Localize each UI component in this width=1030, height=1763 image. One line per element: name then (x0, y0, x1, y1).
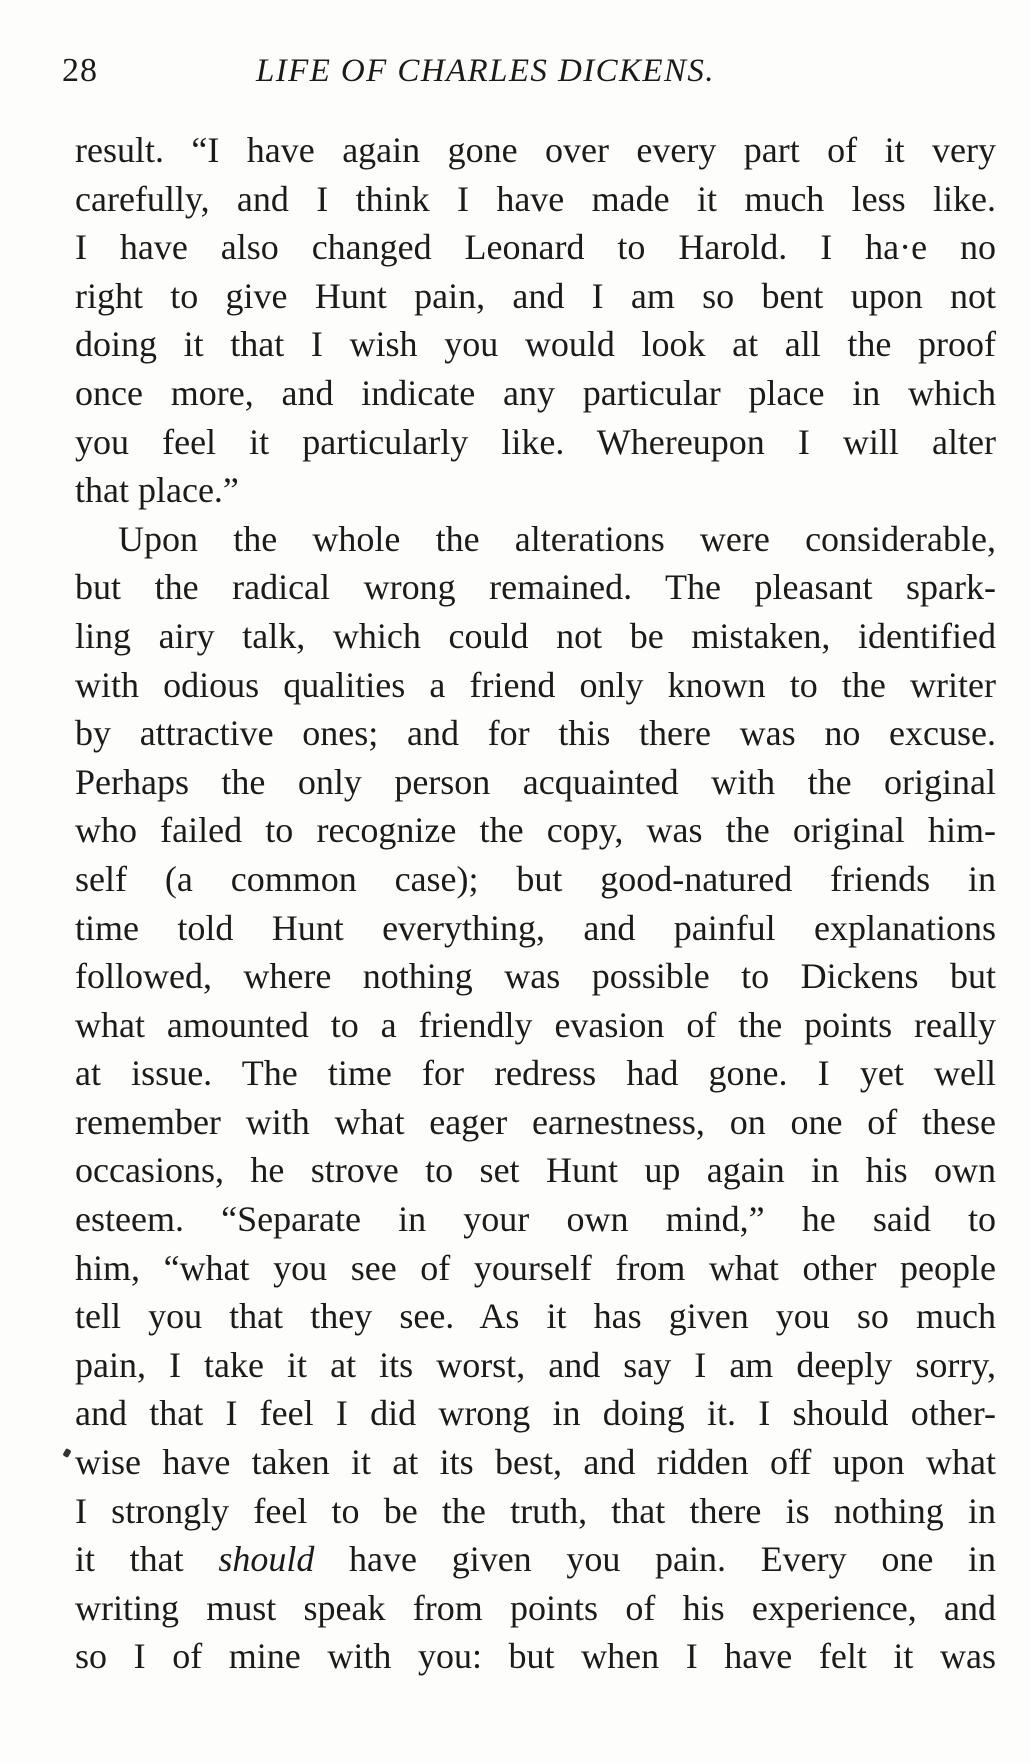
text-line: doing it that I wish you would look at all the proof (75, 324, 996, 365)
text-line: at issue. The time for redress had gone. I yet well (75, 1053, 996, 1094)
text-line: but the radical wrong remained. The pleasant spark- (75, 567, 996, 608)
text-line: remember with what eager earnestness, on one of these (75, 1101, 996, 1142)
text-line: carefully, and I think I have made it much less like. (75, 178, 996, 219)
text-line: with odious qualities a friend only known to the writer (75, 664, 996, 705)
text-line: you feel it particularly like. Whereupon I will alter (75, 421, 996, 462)
text-line: right to give Hunt pain, and I am so bent upon not (75, 275, 996, 316)
running-title: LIFE OF CHARLES DICKENS. (256, 53, 715, 89)
text-line: Perhaps the only person acquainted with the original (75, 761, 996, 802)
text-line (75, 1535, 996, 1584)
text-line: time told Hunt everything, and painful explanations (75, 907, 996, 948)
text-line: pain, I take it at its worst, and say I am deeply sorry, (75, 1344, 996, 1385)
text-line: so I of mine with you: but when I have felt it was (75, 1636, 996, 1677)
text-line: result. “I have again gone over every part of it very (75, 130, 996, 170)
page-header (62, 46, 1022, 96)
text-line: writing must speak from points of his experience, and (75, 1587, 996, 1628)
text-line: that place.” (75, 470, 239, 511)
text-line: wise have taken it at its best, and ridden off upon what (75, 1442, 996, 1483)
text-line: I have also changed Leonard to Harold. I ha·e no (75, 227, 996, 268)
body-text (75, 126, 996, 1681)
text-line: ling airy talk, which could not be mistaken, identified (75, 615, 996, 656)
text-segment: it that (75, 1539, 219, 1580)
text-line: Upon the whole the alterations were considerable, (118, 518, 996, 559)
text-line: and that I feel I did wrong in doing it. I should other- (75, 1393, 996, 1434)
text-line: him, “what you see of yourself from what other people (75, 1247, 996, 1288)
text-line: once more, and indicate any particular place in which (75, 372, 996, 413)
text-line: by attractive ones; and for this there was no excuse. (75, 713, 996, 754)
text-line: what amounted to a friendly evasion of the points really (75, 1004, 996, 1045)
margin-mark (62, 1448, 71, 1458)
text-line: self (a common case); but good-natured friends in (75, 858, 996, 899)
text-line: tell you that they see. As it has given you so much (75, 1296, 996, 1337)
text-line: followed, where nothing was possible to Dickens but (75, 956, 996, 997)
page-number: 28 (62, 52, 98, 89)
text-line: occasions, he strove to set Hunt up again in his own (75, 1150, 996, 1191)
text-segment: have given you pain. Every one in (314, 1539, 996, 1580)
text-line: esteem. “Separate in your own mind,” he said to (75, 1199, 996, 1240)
text-line: I strongly feel to be the truth, that there is nothing in (75, 1490, 996, 1531)
emphasis-text: should (218, 1539, 315, 1580)
text-line: who failed to recognize the copy, was the original him- (75, 810, 996, 851)
